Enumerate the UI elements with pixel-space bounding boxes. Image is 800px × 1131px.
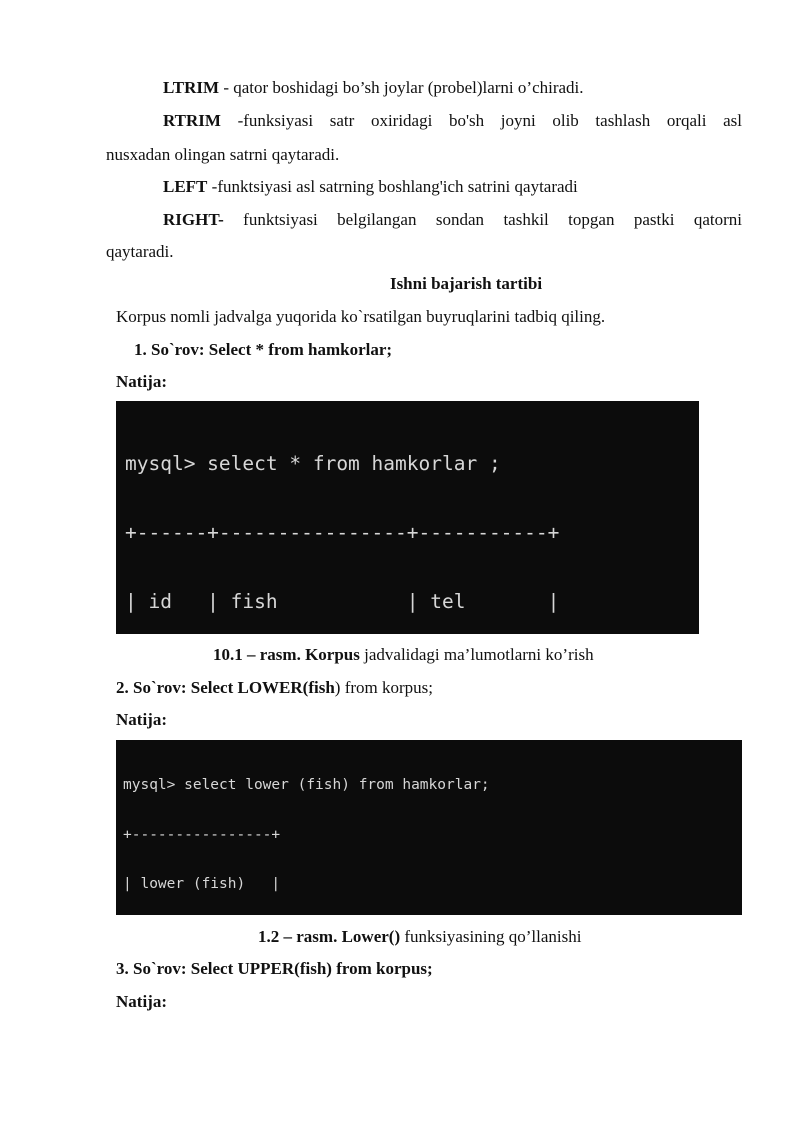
right-paragraph-line1	[163, 210, 742, 230]
right-word: pastki	[633, 210, 675, 229]
rtrim-word: orqali	[666, 111, 707, 130]
right-word: belgilangan	[337, 210, 417, 229]
query3-label-text: ) from korpus;	[326, 959, 433, 978]
caption-2-bold: 1.2 – rasm. Lower()	[258, 927, 401, 946]
query2-result-label: Natija:	[116, 710, 167, 729]
rtrim-continuation: nusxadan olingan satrni qaytaradi.	[106, 145, 340, 164]
left-paragraph	[163, 177, 578, 197]
left-term: LEFT	[163, 177, 208, 196]
right-word: tashkil	[503, 210, 549, 229]
section-heading: Ishni bajarish tartibi	[389, 274, 543, 293]
right-word: funktsiyasi	[243, 210, 318, 229]
terminal-line: | id | fish | tel |	[125, 590, 560, 613]
terminal-line: | lower (fish) |	[123, 876, 281, 892]
caption-2-text: funksiyasining qo’llanishi	[400, 927, 582, 946]
terminal-line: +----------------+	[123, 826, 281, 843]
left-description: -funktsiyasi asl satrning boshlang'ich satrini qaytaradi	[207, 177, 578, 196]
rtrim-word: joyni	[500, 111, 536, 130]
ltrim-term: LTRIM	[163, 78, 220, 97]
rtrim-word: bo'sh	[448, 111, 485, 130]
right-continuation: qaytaradi.	[106, 242, 174, 261]
figure-caption-2	[258, 927, 581, 947]
query2-label-text: ) from korpus;	[334, 678, 434, 697]
right-word: sondan	[435, 210, 485, 229]
ltrim-paragraph	[163, 78, 584, 98]
rtrim-word: olib	[552, 111, 579, 130]
caption-1-bold: 10.1 – rasm. Korpus	[213, 645, 360, 664]
right-word: topgan	[568, 210, 615, 229]
rtrim-word: satr	[329, 111, 355, 130]
query1-label: 1. So`rov: Select * from hamkorlar;	[134, 340, 393, 359]
rtrim-word: asl	[723, 111, 742, 130]
rtrim-word: oxiridagi	[370, 111, 433, 130]
right-term: RIGHT-	[163, 210, 224, 229]
query3-result-label: Natija:	[116, 992, 167, 1011]
query2-terminal-screenshot	[116, 740, 742, 915]
ltrim-description: - qator boshidagi bo’sh joylar (probel)larni o’chiradi.	[219, 78, 584, 97]
rtrim-term: RTRIM	[163, 111, 221, 130]
query2-label	[116, 678, 433, 698]
query1-result-label: Natija:	[116, 372, 167, 391]
query2-label-bold: 2. So`rov: Select LOWER(fish	[116, 678, 335, 697]
caption-1-text: jadvalidagi ma’lumotlarni ko’rish	[359, 645, 594, 664]
query3-label	[116, 959, 433, 979]
rtrim-word: tashlash	[595, 111, 651, 130]
figure-caption-1	[213, 645, 594, 665]
query3-label-bold: 3. So`rov: Select UPPER(fish	[116, 959, 327, 978]
query1-terminal-screenshot	[116, 401, 699, 634]
task-text: Korpus nomli jadvalga yuqorida ko`rsatilgan buyruqlarini tadbiq qiling.	[116, 307, 606, 326]
rtrim-paragraph-line1	[163, 111, 742, 131]
right-word: qatorni	[693, 210, 742, 229]
terminal-line: mysql> select lower (fish) from hamkorlar;	[123, 777, 490, 793]
terminal-line: mysql> select * from hamkorlar ;	[125, 452, 501, 475]
rtrim-word: -funksiyasi	[237, 111, 314, 130]
section-heading-wrap	[0, 274, 800, 294]
terminal-line: +------+----------------+-----------+	[125, 521, 560, 544]
